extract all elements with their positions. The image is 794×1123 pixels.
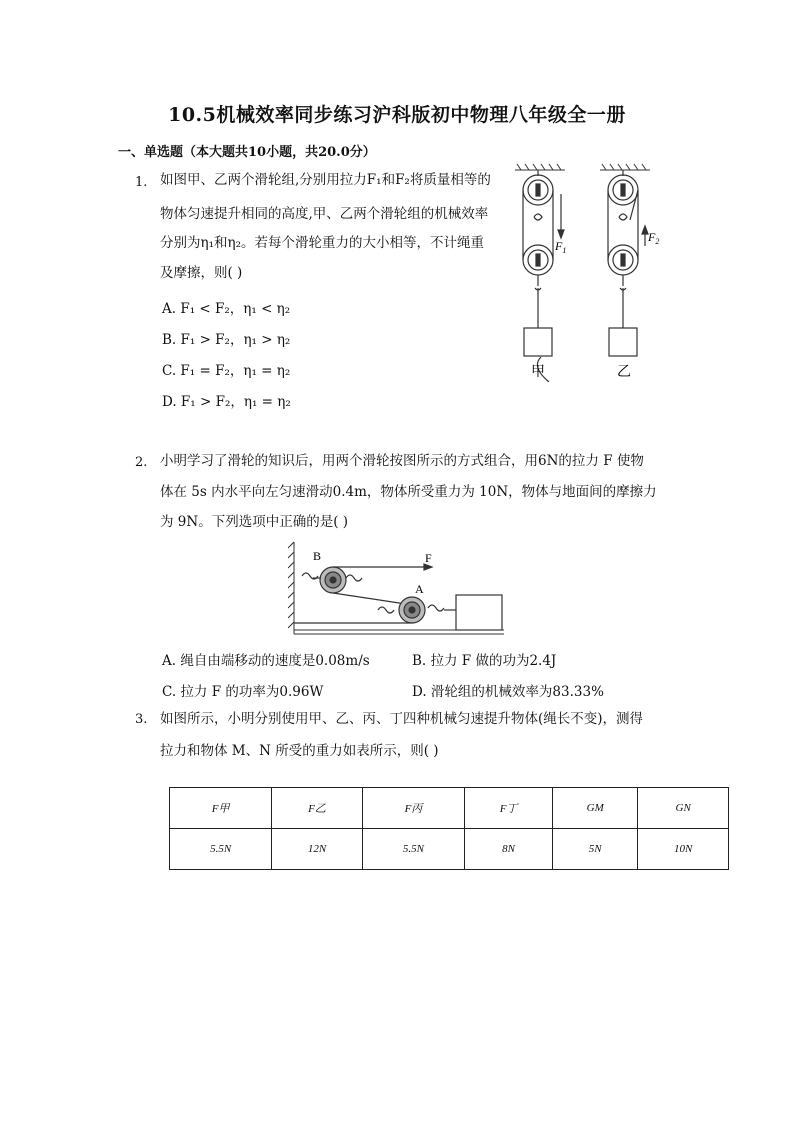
label-jia: 甲	[531, 365, 545, 380]
question-1-option-d[interactable]: D. F₁ > F₂，η₁ = η₂	[162, 394, 291, 410]
block	[456, 595, 502, 630]
table-header-cell: GM	[553, 788, 638, 829]
question-1-number: 1.	[135, 175, 148, 190]
question-2-line-3: 为 9N。下列选项中正确的是( )	[160, 514, 349, 530]
pulley-system-left	[523, 170, 567, 382]
question-3-number: 3.	[135, 712, 148, 727]
table-header-cell: F甲	[170, 788, 272, 829]
question-2-line-2: 体在 5s 内水平向左匀速滑动0.4m，物体所受重力为 10N，物体与地面间的摩擦力	[160, 484, 657, 500]
question-1-option-b[interactable]: B. F₁ > F₂，η₁ > η₂	[162, 332, 291, 348]
question-2-option-c[interactable]: C. 拉力 F 的功率为0.96W	[162, 684, 324, 700]
force-f2-label: $F_2$	[648, 230, 660, 246]
question-3-line-1: 如图所示，小明分别使用甲、乙、丙、丁四种机械匀速提升物体(绳长不变)，测得	[160, 711, 644, 727]
ceiling-right	[600, 164, 650, 170]
pulley-system-right	[608, 170, 648, 356]
wall	[288, 542, 294, 634]
question-2-option-d[interactable]: D. 滑轮组的机械效率为83.33%	[412, 684, 604, 700]
table-cell: 8N	[465, 829, 553, 870]
table-header-row	[170, 788, 729, 829]
label-b: B	[313, 549, 322, 563]
table-cell: 10N	[638, 829, 729, 870]
table-header-cell: F丁	[465, 788, 553, 829]
question-1-line-4: 及摩擦，则( )	[160, 265, 243, 281]
table-header-cell: F乙	[272, 788, 363, 829]
force-f1-label: $F_1$	[555, 239, 567, 255]
question-3-line-2: 拉力和物体 M、N 所受的重力如表所示，则( )	[160, 743, 439, 759]
label-f: F	[425, 551, 432, 565]
question-1-option-a[interactable]: A. F₁ < F₂，η₁ < η₂	[162, 301, 291, 317]
question-2-line-1: 小明学习了滑轮的知识后，用两个滑轮按图所示的方式组合，用6N的拉力 F 使物	[160, 453, 644, 469]
question-2-option-b[interactable]: B. 拉力 F 做的功为2.4J	[412, 653, 557, 669]
table-cell: 5N	[553, 829, 638, 870]
pulley-a	[294, 597, 456, 623]
page-title: 10.5机械效率同步练习沪科版初中物理八年级全一册	[168, 104, 626, 126]
table-header-cell: F丙	[362, 788, 464, 829]
pulley-figure-2	[288, 540, 506, 636]
question-1-line-3: 分别为η₁和η₂。若每个滑轮重力的大小相等，不计绳重	[160, 235, 484, 251]
table-cell: 5.5N	[362, 829, 464, 870]
ceiling-left	[515, 164, 565, 170]
question-2-number: 2.	[135, 455, 148, 470]
table-row	[170, 829, 729, 870]
force-table	[169, 787, 729, 870]
question-2-option-a[interactable]: A. 绳自由端移动的速度是0.08m/s	[162, 653, 370, 669]
question-1-line-1: 如图甲、乙两个滑轮组,分别用拉力F₁和F₂将质量相等的	[160, 172, 491, 188]
table-header-cell: GN	[638, 788, 729, 829]
section-heading: 一、单选题（本大题共10小题，共20.0分）	[118, 145, 376, 160]
label-yi: 乙	[617, 365, 631, 380]
question-1-option-c[interactable]: C. F₁ = F₂，η₁ = η₂	[162, 363, 291, 379]
label-a: A	[415, 582, 424, 596]
table-cell: 5.5N	[170, 829, 272, 870]
table-cell: 12N	[272, 829, 363, 870]
question-1-line-2: 物体匀速提升相同的高度,甲、乙两个滑轮组的机械效率	[160, 206, 489, 222]
pulley-figure-1	[505, 162, 675, 382]
